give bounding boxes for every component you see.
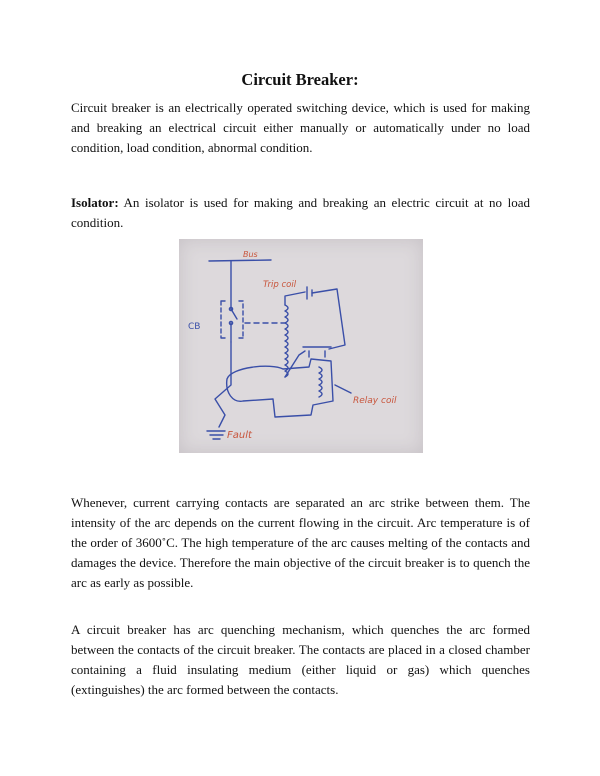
bus-label: Bus bbox=[243, 250, 258, 259]
paragraph-arc-quenching: A circuit breaker has arc quenching mechanism, which quenches the arc formed between the contacts of the circuit breaker. The contacts are placed in a closed chamber containing a fluid insulating medium (either liquid or gas) which quenches (extinguishes) the arc formed between the contacts. bbox=[71, 622, 530, 697]
trip-coil-label: Trip coil bbox=[263, 280, 297, 290]
cb-label: CB bbox=[188, 322, 201, 332]
relay-coil-label: Relay coil bbox=[353, 396, 397, 406]
line-to-fault bbox=[215, 342, 231, 427]
trip-coil bbox=[285, 305, 288, 377]
isolator-text: An isolator is used for making and breaking an electric circuit at no load condition. bbox=[71, 195, 530, 230]
paragraph-circuit-breaker-definition: Circuit breaker is an electrically operated switching device, which is used for making and breaking an electrical circuit either manually or automatically under no load condition, load condition, abnormal condition. bbox=[71, 100, 530, 155]
battery bbox=[307, 287, 312, 299]
paragraph-isolator bbox=[71, 193, 530, 233]
ct-loop bbox=[227, 359, 333, 417]
bus-bar bbox=[209, 260, 271, 261]
circuit-diagram-photo bbox=[179, 239, 423, 453]
relay-contacts bbox=[303, 347, 331, 357]
ground-symbol bbox=[207, 431, 225, 439]
isolator-label: Isolator: bbox=[71, 195, 119, 210]
paragraph-arc-formation: Whenever, current carrying contacts are separated an arc strike between them. The intensity of the arc depends on the current flowing in the circuit. Arc temperature is of the order of 3600˚C. The high temperature of the arc causes melting of the contacts and damages the device. Therefore the main objective of the circuit breaker is to quench the arc as early as possible. bbox=[71, 495, 530, 590]
relay-coil bbox=[319, 367, 322, 397]
page-title: Circuit Breaker: bbox=[241, 70, 359, 89]
cb-switch bbox=[231, 309, 237, 342]
circuit-diagram bbox=[179, 239, 423, 453]
cb-box bbox=[221, 301, 243, 338]
fault-label: Fault bbox=[227, 430, 252, 441]
